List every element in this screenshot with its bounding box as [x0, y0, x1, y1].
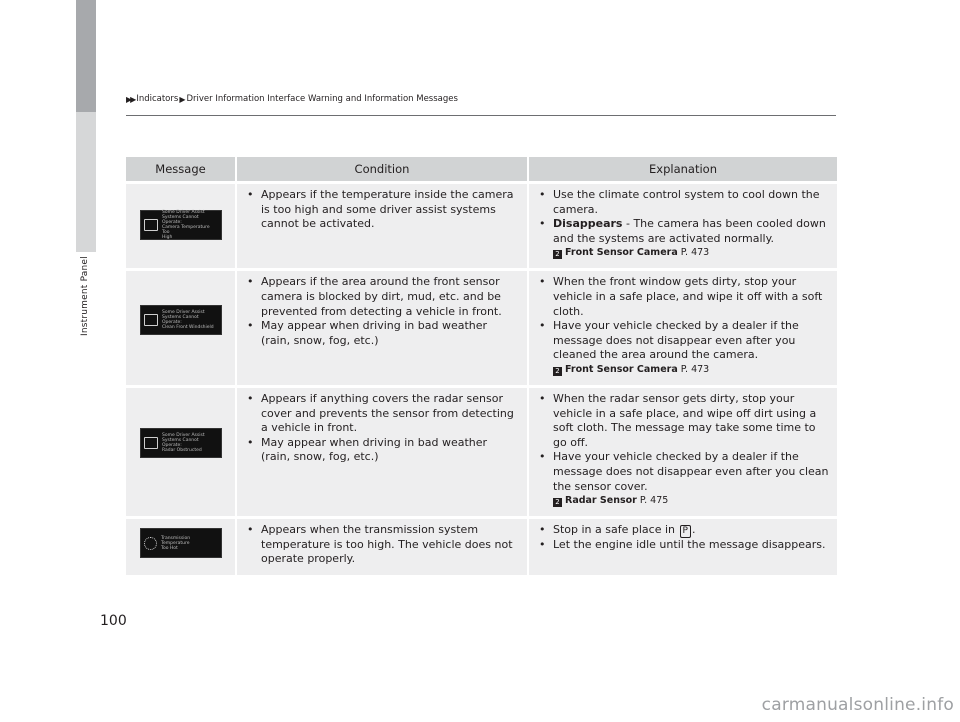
- condition-text: May appear when driving in bad weather (rain, snow, fog, etc.): [261, 435, 488, 464]
- bullet-icon: •: [539, 523, 546, 537]
- bullet-icon: •: [247, 435, 254, 449]
- condition-text: Appears when the transmission system temperature is too high. The vehicle does not operate properly.: [261, 523, 513, 566]
- message-table: [126, 157, 837, 575]
- reference-title: Radar Sensor: [565, 495, 637, 507]
- table-row: [126, 519, 837, 575]
- reference-title: Front Sensor Camera: [565, 247, 678, 259]
- message-image-cell: [126, 388, 237, 516]
- bullet-icon: •: [247, 523, 254, 537]
- reference-arrow-icon: 2: [553, 250, 562, 259]
- bullet-icon: •: [539, 319, 546, 333]
- bullet-icon: •: [539, 450, 546, 464]
- table-row: [126, 184, 837, 268]
- screen-text-line: Some Driver Assist: [162, 432, 205, 438]
- explanation-text: When the radar sensor gets dirty, stop your vehicle in a safe place, and wipe off dirt using a soft cloth. The message may take some time to go off.: [553, 391, 817, 449]
- bullet-icon: •: [539, 391, 546, 405]
- explanation-text: Use the climate control system to cool down the camera.: [553, 188, 820, 216]
- screen-text-line: Clean Front Windshield: [162, 325, 214, 331]
- display-screen-image: [140, 305, 222, 335]
- explanation-text: .: [691, 523, 696, 537]
- column-header-condition: Condition: [237, 157, 529, 181]
- screen-text-line: Some Driver Assist: [162, 210, 205, 215]
- table-row: [126, 271, 837, 385]
- page-number: 100: [100, 613, 127, 629]
- explanation-text: Stop in a safe place in: [553, 523, 679, 537]
- bullet-icon: •: [247, 188, 254, 201]
- bullet-icon: •: [539, 188, 546, 201]
- windshield-camera-icon: [144, 314, 158, 326]
- condition-text: Appears if the area around the front sensor camera is blocked by dirt, mud, etc. and be prevented from detecting a vehicle in front.: [261, 275, 502, 318]
- condition-text: Appears if anything covers the radar sensor cover and prevents the sensor from detecting a vehicle in front.: [261, 391, 514, 435]
- screen-text-line: Camera Temperature Too: [162, 225, 210, 235]
- display-screen-image: [140, 428, 222, 458]
- explanation-bold: Disappears: [553, 217, 623, 231]
- column-header-explanation: Explanation: [529, 157, 837, 181]
- condition-cell: [237, 184, 529, 268]
- explanation-cell: [529, 519, 837, 575]
- message-image-cell: [126, 271, 237, 385]
- condition-cell: [237, 519, 529, 575]
- reference-arrow-icon: 2: [553, 367, 562, 376]
- camera-warning-icon: [144, 219, 158, 231]
- cross-reference-link[interactable]: [539, 246, 829, 260]
- bullet-icon: •: [247, 275, 254, 289]
- condition-text: May appear when driving in bad weather (rain, snow, fog, etc.): [261, 319, 488, 347]
- condition-text: Appears if the temperature inside the camera is too high and some driver assist systems cannot be activated.: [261, 188, 514, 231]
- screen-text-line: Systems Cannot Operate:: [162, 215, 199, 225]
- radar-warning-icon: [144, 437, 158, 449]
- column-header-message: Message: [126, 157, 237, 181]
- section-tab-light: [76, 112, 96, 252]
- header-rule: [126, 115, 836, 116]
- message-image-cell: [126, 184, 237, 268]
- explanation-cell: [529, 271, 837, 385]
- screen-text-line: Systems Cannot Operate:: [162, 437, 199, 448]
- message-image-cell: [126, 519, 237, 575]
- watermark: carmanualsonline.info: [761, 695, 954, 715]
- breadcrumb-item[interactable]: Driver Information Interface Warning and Information Messages: [186, 94, 458, 104]
- bullet-icon: •: [539, 217, 546, 231]
- explanation-text: Let the engine idle until the message disappears.: [553, 538, 826, 552]
- cross-reference-link[interactable]: [539, 363, 829, 377]
- breadcrumb-separator-icon: ▶: [179, 94, 186, 104]
- explanation-cell: [529, 388, 837, 516]
- section-label: Instrument Panel: [80, 256, 90, 336]
- screen-text-line: High: [162, 235, 173, 240]
- display-screen-image: [140, 210, 222, 240]
- breadcrumb-item[interactable]: Indicators: [136, 94, 179, 104]
- reference-page: P. 473: [680, 247, 710, 259]
- bullet-icon: •: [539, 538, 546, 552]
- screen-text-line: Radar Obstructed: [162, 447, 202, 453]
- screen-text-line: Too Hot: [161, 545, 178, 551]
- explanation-text: When the front window gets dirty, stop your vehicle in a safe place, and wipe it off with a soft cloth.: [553, 275, 823, 318]
- section-tab-dark: [76, 0, 96, 112]
- cross-reference-link[interactable]: [539, 494, 829, 508]
- reference-title: Front Sensor Camera: [565, 363, 678, 375]
- explanation-text: Have your vehicle checked by a dealer if the message does not disappear even after you cleaned the area around the camera.: [553, 319, 799, 362]
- screen-text-line: Some Driver Assist: [162, 310, 205, 316]
- table-row: [126, 388, 837, 516]
- condition-cell: [237, 388, 529, 516]
- condition-cell: [237, 271, 529, 385]
- explanation-text: - The camera has been cooled down and the systems are activated normally.: [553, 217, 826, 245]
- display-screen-image: [140, 528, 222, 558]
- explanation-text: Have your vehicle checked by a dealer if the message does not disappear even after you clean the sensor cover.: [553, 450, 829, 493]
- gear-park-icon: P: [680, 525, 691, 538]
- explanation-cell: [529, 184, 837, 268]
- breadcrumb: [126, 94, 458, 104]
- screen-text-line: Systems Cannot Operate:: [162, 315, 199, 326]
- reference-arrow-icon: 2: [553, 498, 562, 507]
- screen-text-line: Transmission Temperature: [161, 535, 191, 546]
- transmission-temperature-icon: [144, 537, 157, 550]
- bullet-icon: •: [539, 275, 546, 289]
- bullet-icon: •: [247, 319, 254, 333]
- reference-page: P. 475: [639, 495, 669, 507]
- bullet-icon: •: [247, 391, 254, 405]
- breadcrumb-arrows-icon: ▶▶: [126, 94, 135, 104]
- reference-page: P. 473: [680, 363, 710, 375]
